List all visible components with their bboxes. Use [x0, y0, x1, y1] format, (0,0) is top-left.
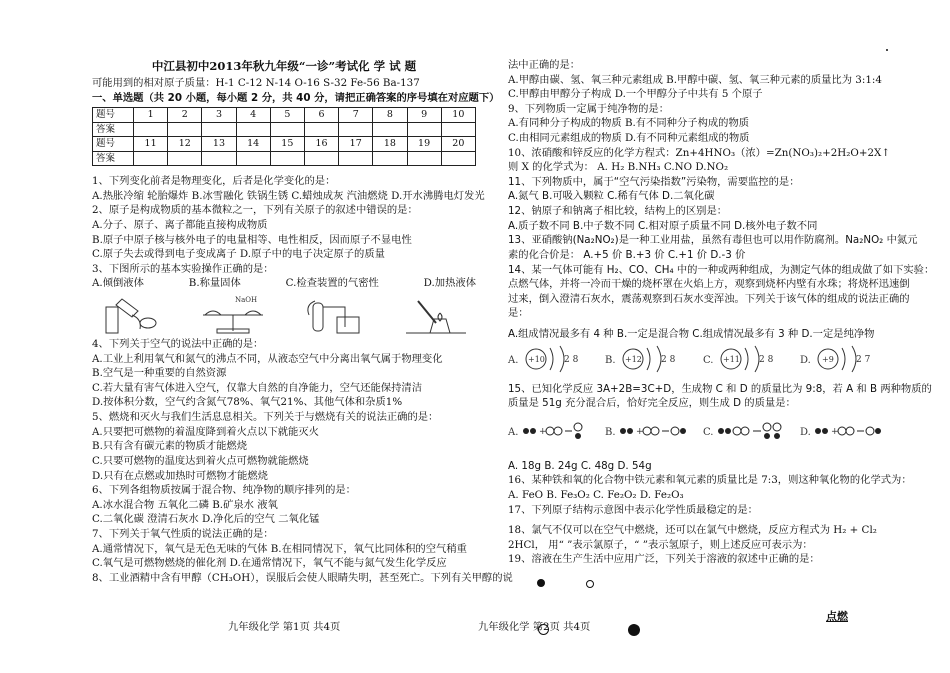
question-1: 1、下列变化前者是物理变化，后者是化学变化的是：	[92, 175, 336, 188]
open-circle-mark	[538, 624, 549, 635]
answer-cell[interactable]	[339, 151, 373, 165]
question-13-options: 素的化合价是： A.+5 价 B.+3 价 C.+1 价 D.-3 价	[508, 248, 746, 261]
question-9-options-ab: A.有同种分子构成的物质 B.有不同种分子构成的物质	[508, 117, 750, 130]
question-9-options-cd: C.由相同元素组成的物质 D.有不同种元素组成的物质	[508, 132, 750, 145]
table-cell: 3	[202, 108, 236, 122]
answer-table	[92, 107, 476, 166]
table-cell: 题号	[93, 108, 134, 122]
table-cell: 7	[339, 108, 373, 122]
answer-cell[interactable]	[270, 122, 304, 136]
question-15: 15、已知化学反应 3A+2B=3C+D，生成物 C 和 D 的质量比为 9:8，若 A 和 B 两种物质的	[508, 382, 932, 395]
left-column	[92, 76, 513, 585]
table-cell: 19	[407, 137, 441, 151]
question-12: 12、钠原子和钠离子相比较，结构上的区别是：	[508, 205, 728, 218]
atom-nucleus-charge: +11	[722, 354, 740, 364]
question-14-options: A.组成情况最多有 4 种 B.一定是混合物 C.组成情况最多有 3 种 D.一定是纯净物	[508, 327, 875, 340]
question-11-options: A.氮气 B.可吸入颗粒 C.稀有气体 D.二氧化碳	[508, 190, 715, 203]
atom-diagram-c	[703, 344, 789, 374]
weighing-solid-illustration	[193, 293, 273, 335]
question-15-options: A. 18g B. 24g C. 48g D. 54g	[508, 459, 652, 472]
ignite-condition-label: 点燃	[826, 610, 848, 623]
question-16-options: A. FeO B. Fe₃O₂ C. Fe₂O₂ D. Fe₂O₃	[508, 489, 684, 502]
question-13: 13、亚硝酸钠(Na₂NO₂)是一种工业用盐，虽然有毒但也可以用作防腐剂。Na₂NO₂ 中氮元	[508, 234, 918, 247]
reaction-diagram-d	[800, 419, 886, 443]
answer-cell[interactable]	[304, 122, 338, 136]
svg-text:+: +	[636, 426, 644, 437]
table-row	[93, 151, 476, 165]
question-8-continued: 法中正确的是：	[508, 59, 581, 71]
question-5-option-c: C.只要可燃物的温度达到着火点可燃物就能燃烧	[92, 454, 309, 467]
airtightness-check-illustration	[295, 293, 375, 335]
answer-cell[interactable]	[202, 151, 236, 165]
answer-cell[interactable]	[373, 122, 407, 136]
question-8-options-ab: A.甲醇由碳、氢、氧三种元素组成 B.甲醇中碳、氢、氧三种元素的质量比为 3:1:4	[508, 73, 882, 86]
table-cell: 14	[236, 137, 270, 151]
hydrogen-atom-symbol	[586, 580, 594, 588]
table-cell: 12	[168, 137, 202, 151]
footer-right-page-number: 九年级化学 第2页 共4页	[478, 621, 591, 633]
reaction-diagram-b	[605, 419, 691, 443]
table-cell: 5	[270, 108, 304, 122]
atomic-masses: 可能用到的相对原子质量：H-1 C-12 N-14 O-16 S-32 Fe-56 Ba-137	[92, 77, 420, 89]
question-12-options: A.质子数不同 B.中子数不同 C.相对原子质量不同 D.核外电子数不同	[508, 219, 818, 232]
question-4: 4、下列关于空气的说法中正确的是：	[92, 338, 264, 351]
reaction-option-label: C.	[702, 426, 714, 438]
table-cell: 答案	[93, 122, 134, 136]
reaction-diagram-c	[703, 419, 789, 443]
section-heading: 一、单选题（共 20 小题，每小题 2 分，共 40 分，请把正确答案的序号填在对应题下）	[92, 91, 500, 104]
option-label: A.倾倒液体	[92, 277, 144, 290]
reaction-option-label: A.	[508, 426, 519, 438]
filled-circle-mark	[628, 624, 640, 636]
option-label: C.检查装置的气密性	[285, 277, 379, 290]
reaction-diagram-a	[508, 419, 594, 443]
table-cell: 18	[373, 137, 407, 151]
question-18-line-2: 2HCl， 用“ ”表示氯原子，“ ”表示氢原子，则上述反应可表示为：	[508, 538, 813, 551]
svg-text:+: +	[539, 426, 547, 437]
answer-cell[interactable]	[202, 122, 236, 136]
question-18: 18、氯气不仅可以在空气中燃烧，还可以在氯气中燃烧，反应方程式为 H₂ + Cl₂	[508, 524, 877, 537]
table-cell: 20	[441, 137, 475, 151]
question-3-illustrations	[92, 293, 476, 335]
question-3: 3、下图所示的基本实验操作正确的是：	[92, 262, 274, 275]
naoh-label: NaOH	[235, 296, 258, 305]
table-row	[93, 137, 476, 151]
table-cell: 答案	[93, 151, 134, 165]
question-6: 6、下列各组物质按属于混合物、纯净物的顺序排列的是：	[92, 484, 356, 497]
question-4-option-b: B.空气是一种重要的自然资源	[92, 367, 227, 380]
question-6-options-ab: A.冰水混合物 五氧化二磷 B.矿泉水 液氧	[92, 498, 278, 511]
question-5-option-b: B.只有含有碳元素的物质才能燃烧	[92, 440, 247, 453]
question-17: 17、下列原子结构示意图中表示化学性质最稳定的是：	[508, 503, 758, 516]
question-11: 11、下列物质中，属于“空气污染指数”污染物，需要监控的是：	[508, 175, 800, 188]
question-15-line-2: 质量是 51g 充分混合后，恰好完全反应，则生成 D 的质量是：	[508, 397, 796, 410]
table-cell: 8	[373, 108, 407, 122]
question-2-option-a: A.分子、原子、离子都能直接构成物质	[92, 218, 268, 231]
question-10-options: 则 X 的化学式为： A. H₂ B.NH₃ C.NO D.NO₂	[508, 161, 729, 174]
question-2-option-cd: C.原子失去或得到电子变成离子 D.原子中的电子决定原子的质量	[92, 248, 385, 261]
atom-electron-digits: 2 8	[564, 354, 579, 365]
answer-cell[interactable]	[270, 151, 304, 165]
table-row	[93, 108, 476, 122]
table-row	[93, 122, 476, 136]
table-cell: 17	[339, 137, 373, 151]
question-1-options: A.热胀冷缩 轮胎爆炸 B.冰雪融化 铁锅生锈 C.蜡烛成灰 汽油燃烧 D.开水沸腾电灯发光	[92, 189, 485, 202]
atom-electron-digits: 2 8	[758, 354, 773, 365]
atom-option-label: A.	[508, 354, 519, 366]
chlorine-atom-symbol	[537, 579, 545, 587]
question-3-option-labels	[92, 276, 476, 291]
question-5-option-d: D.只有在点燃或加热时可燃物才能燃烧	[92, 469, 268, 482]
corner-speck	[886, 49, 888, 51]
question-14-line-2: 点燃气体，并将一冷而干燥的烧杯罩在火焰上方，观察到烧杯内壁有水珠；将烧杯迅速倒	[508, 278, 910, 291]
atom-diagram-d	[800, 344, 886, 374]
answer-cell[interactable]	[134, 122, 168, 136]
answer-cell[interactable]	[373, 151, 407, 165]
answer-cell[interactable]	[339, 122, 373, 136]
question-16: 16、某种铁和氧的化合物中铁元素和氧元素的质量比是 7:3，则这种氧化物的化学式为：	[508, 474, 912, 487]
question-9: 9、下列物质一定属于纯净物的是：	[508, 102, 670, 115]
question-14: 14、某一气体可能有 H₂、CO、CH₄ 中的一种或两种组成，为测定气体的组成做了如下实验：	[508, 263, 935, 276]
atom-diagram-b	[605, 344, 691, 374]
question-4-option-c: C.若大量有害气体进入空气，仅靠大自然的自净能力，空气还能保持清洁	[92, 381, 422, 394]
table-cell: 6	[304, 108, 338, 122]
exam-title: 中江县初中2013年秋九年级“一诊”考试化 学 试 题	[151, 59, 417, 73]
table-cell: 2	[168, 108, 202, 122]
right-column	[508, 58, 935, 567]
answer-cell[interactable]	[304, 151, 338, 165]
question-7-options-ab: A.通常情况下，氧气是无色无味的气体 B.在相同情况下，氧气比同体积的空气稍重	[92, 542, 467, 555]
reaction-option-label: D.	[799, 426, 811, 438]
pouring-liquid-illustration	[92, 293, 172, 335]
answer-cell[interactable]	[236, 151, 270, 165]
question-14-line-4: 是：	[508, 307, 529, 320]
molecule-reaction-diagrams	[508, 419, 886, 445]
atom-nucleus-charge: +9	[821, 354, 834, 364]
reaction-option-label: B.	[605, 426, 616, 438]
question-4-option-a: A.工业上利用氧气和氮气的沸点不同，从液态空气中分离出氧气属于物理变化	[92, 352, 443, 365]
answer-cell[interactable]	[407, 151, 441, 165]
table-cell: 9	[407, 108, 441, 122]
answer-cell[interactable]	[441, 122, 475, 136]
table-cell: 16	[304, 137, 338, 151]
heating-liquid-illustration	[396, 293, 476, 335]
answer-cell[interactable]	[407, 122, 441, 136]
atom-option-label: D.	[799, 354, 811, 366]
table-cell: 10	[441, 108, 475, 122]
atom-nucleus-charge: +12	[625, 354, 643, 364]
atom-diagram-a	[508, 344, 594, 374]
option-label: B.称量固体	[188, 277, 241, 290]
answer-cell[interactable]	[236, 122, 270, 136]
atom-option-label: C.	[702, 354, 714, 366]
atom-electron-digits: 2 7	[855, 354, 871, 365]
answer-cell[interactable]	[168, 122, 202, 136]
answer-cell[interactable]	[134, 151, 168, 165]
answer-cell[interactable]	[168, 151, 202, 165]
table-cell: 13	[202, 137, 236, 151]
svg-text:+: +	[830, 426, 839, 437]
atom-option-label: B.	[605, 354, 616, 366]
option-label: D.加热液体	[423, 277, 476, 290]
question-10: 10、浓硝酸和锌反应的化学方程式：Zn+4HNO₃（浓）=Zn(NO₃)₂+2H₂O+2X↑	[508, 146, 890, 159]
table-cell: 1	[134, 108, 168, 122]
question-2: 2、原子是构成物质的基本微粒之一，下列有关原子的叙述中错误的是：	[92, 204, 418, 217]
question-2-option-b: B.原子中原子核与核外电子的电量相等、电性相反，因而原子不显电性	[92, 233, 412, 246]
question-8: 8、工业酒精中含有甲醇（CH₃OH），误服后会使人眼睛失明，甚至死亡。下列有关甲醇的说	[92, 571, 513, 584]
atom-structure-diagrams	[508, 344, 886, 376]
question-5: 5、燃烧和灭火与我们生活息息相关。下列关于与燃烧有关的说法正确的是：	[92, 411, 439, 424]
table-cell: 题号	[93, 137, 134, 151]
answer-cell[interactable]	[441, 151, 475, 165]
question-7-options-cd: C.氧气是可燃物燃烧的催化剂 D.在通常情况下，氧气不能与氮气发生化学反应	[92, 557, 447, 570]
footer-left-page-number: 九年级化学 第1页 共4页	[228, 621, 341, 633]
question-8-options-cd: C.甲醇由甲醇分子构成 D.一个甲醇分子中共有 5 个原子	[508, 88, 763, 101]
question-19: 19、溶液在生产生活中应用广泛，下列关于溶液的叙述中正确的是：	[508, 553, 820, 566]
table-cell: 11	[134, 137, 168, 151]
question-7: 7、下列关于氧气性质的说法正确的是：	[92, 527, 274, 540]
question-5-option-a: A.只要把可燃物的着温度降到着火点以下就能灭火	[92, 425, 319, 438]
question-4-option-d: D.按体积分数，空气约含氮气78%、氧气21%、其他气体和杂质1%	[92, 396, 403, 409]
question-14-line-3: 过来，倒入澄清石灰水，震荡观察到石灰水变浑浊。下列关于该气体的组成的说法正确的	[508, 292, 910, 305]
atom-electron-digits: 2 8	[661, 354, 676, 365]
table-cell: 4	[236, 108, 270, 122]
question-6-options-cd: C.二氧化碳 澄清石灰水 D.净化后的空气 二氧化锰	[92, 513, 320, 526]
table-cell: 15	[270, 137, 304, 151]
atom-nucleus-charge: +10	[528, 354, 545, 364]
